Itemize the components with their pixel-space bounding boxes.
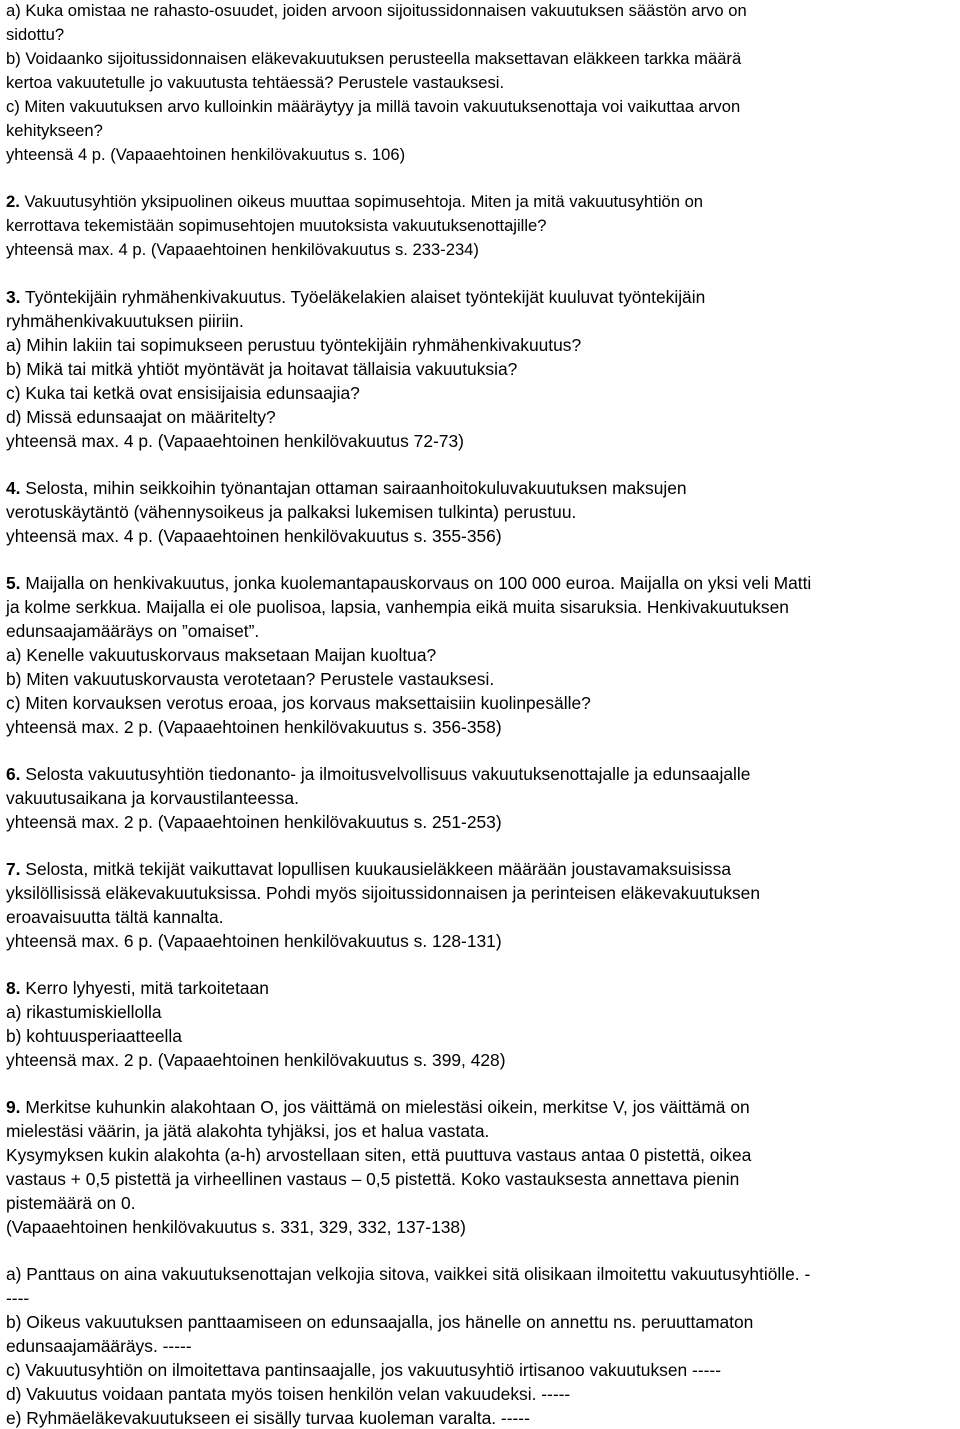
line-text: Vakuutusyhtiön yksipuolinen oikeus muuttaa sopimusehtoja. Miten ja mitä vakuutusyhtiön on	[19, 192, 704, 211]
text-line	[6, 1192, 136, 1214]
line-text: b) Miten vakuutuskorvausta verotetaan? Perustele vastauksesi.	[6, 669, 495, 689]
line-text: yhteensä max. 2 p. (Vapaaehtoinen henkilövakuutus s. 251-253)	[6, 812, 502, 832]
line-text: kertoa vakuutetulle jo vakuutusta tehtäessä? Perustele vastauksesi.	[6, 73, 505, 92]
text-line	[6, 1168, 739, 1190]
line-text: verotuskäytäntö (vähennysoikeus ja palkaksi lukemisen tulkinta) perustuu.	[6, 502, 577, 522]
question-number: 2.	[6, 192, 20, 211]
text-line	[6, 358, 517, 380]
line-text: yhteensä max. 4 p. (Vapaaehtoinen henkilövakuutus 72-73)	[6, 431, 464, 451]
line-text: eroavaisuutta tältä kannalta.	[6, 907, 224, 927]
text-line	[6, 501, 576, 523]
text-line	[6, 1383, 570, 1405]
line-text: kerrottava tekemistään sopimusehtojen muutoksista vakuutuksenottajille?	[6, 216, 547, 235]
line-text: b) Voidaanko sijoitussidonnaisen eläkevakuutuksen perusteella maksettavan eläkkeen tarkka määrä	[6, 49, 742, 68]
text-line	[6, 430, 464, 452]
text-line	[6, 1263, 810, 1285]
line-text: pistemäärä on 0.	[6, 1193, 136, 1213]
text-line	[6, 763, 750, 785]
line-text: ja kolme serkkua. Maijalla ei ole puolisoa, lapsia, vanhempia eikä muita sisaruksia. Henkivakuutuksen	[6, 597, 789, 617]
text-line	[6, 191, 703, 213]
text-line	[6, 930, 502, 952]
text-line	[6, 596, 789, 618]
text-line	[6, 1407, 530, 1429]
text-line	[6, 716, 502, 738]
text-line	[6, 1120, 489, 1142]
text-line	[6, 787, 299, 809]
line-text: kehitykseen?	[6, 121, 103, 140]
line-text: a) rikastumiskiellolla	[6, 1002, 162, 1022]
question-number: 4.	[6, 478, 21, 498]
line-text: ryhmähenkivakuutuksen piiriin.	[6, 311, 244, 331]
text-line	[6, 644, 436, 666]
line-text: (Vapaaehtoinen henkilövakuutus s. 331, 329, 332, 137-138)	[6, 1217, 466, 1237]
line-text: c) Kuka tai ketkä ovat ensisijaisia edunsaajia?	[6, 383, 360, 403]
line-text: c) Miten korvauksen verotus eroaa, jos korvaus maksettaisiin kuolinpesälle?	[6, 693, 591, 713]
text-line	[6, 0, 747, 22]
line-text: d) Vakuutus voidaan pantata myös toisen henkilön velan vakuudeksi. -----	[6, 1384, 571, 1404]
text-line	[6, 406, 276, 428]
line-text: ----	[6, 1288, 30, 1308]
line-text: Kerro lyhyesti, mitä tarkoitetaan	[20, 978, 269, 998]
line-text: a) Kenelle vakuutuskorvaus maksetaan Maijan kuoltua?	[6, 645, 437, 665]
text-line	[6, 48, 741, 70]
question-number: 9.	[6, 1097, 21, 1117]
line-text: e) Ryhmäeläkevakuutukseen ei sisälly turvaa kuoleman varalta. -----	[6, 1408, 530, 1428]
text-line	[6, 906, 224, 928]
line-text: vastaus + 0,5 pistettä ja virheellinen vastaus – 0,5 pistettä. Koko vastauksesta annettava pienin	[6, 1169, 740, 1189]
line-text: b) Mikä tai mitkä yhtiöt myöntävät ja hoitavat tällaisia vakuutuksia?	[6, 359, 518, 379]
text-line	[6, 1311, 753, 1333]
line-text: Kysymyksen kukin alakohta (a-h) arvostellaan siten, että puuttuva vastaus antaa 0 pistettä, oikea	[6, 1145, 752, 1165]
text-line	[6, 72, 504, 94]
question-number: 3.	[6, 287, 21, 307]
text-line	[6, 96, 740, 118]
line-text: a) Mihin lakiin tai sopimukseen perustuu työntekijäin ryhmähenkivakuutus?	[6, 335, 582, 355]
text-line	[6, 239, 479, 261]
text-line	[6, 1287, 29, 1309]
text-line	[6, 977, 269, 999]
line-text: yksilöllisissä eläkevakuutuksissa. Pohdi myös sijoitussidonnaisen ja perinteisen eläkevakuutuksen	[6, 883, 760, 903]
line-text: Työntekijäin ryhmähenkivakuutus. Työeläkelakien alaiset työntekijät kuuluvat työntekijäin	[20, 287, 706, 307]
line-text: b) kohtuusperiaatteella	[6, 1026, 182, 1046]
line-text: b) Oikeus vakuutuksen panttaamiseen on edunsaajalla, jos hänelle on annettu ns. peruuttamaton	[6, 1312, 754, 1332]
line-text: Selosta, mitkä tekijät vaikuttavat lopullisen kuukausieläkkeen määrään joustavamaksuisissa	[20, 859, 731, 879]
text-line	[6, 620, 259, 642]
text-line	[6, 1359, 721, 1381]
text-line	[6, 811, 502, 833]
question-number: 8.	[6, 978, 21, 998]
text-line	[6, 1049, 506, 1071]
line-text: Selosta vakuutusyhtiön tiedonanto- ja ilmoitusvelvollisuus vakuutuksenottajalle ja edunsaajalle	[20, 764, 751, 784]
text-line	[6, 525, 502, 547]
text-line	[6, 382, 360, 404]
text-line	[6, 1144, 751, 1166]
question-number: 6.	[6, 764, 21, 784]
line-text: yhteensä max. 2 p. (Vapaaehtoinen henkilövakuutus s. 356-358)	[6, 717, 502, 737]
question-number: 7.	[6, 859, 21, 879]
line-text: c) Vakuutusyhtiön on ilmoitettava pantinsaajalle, jos vakuutusyhtiö irtisanoo vakuutuksen -----	[6, 1360, 721, 1380]
text-line	[6, 668, 494, 690]
line-text: yhteensä max. 4 p. (Vapaaehtoinen henkilövakuutus s. 355-356)	[6, 526, 502, 546]
line-text: edunsaajamääräys on ”omaiset”.	[6, 621, 260, 641]
text-line	[6, 1216, 466, 1238]
text-line	[6, 1096, 750, 1118]
line-text: Merkitse kuhunkin alakohtaan O, jos väittämä on mielestäsi oikein, merkitse V, jos väittämä on	[20, 1097, 750, 1117]
text-line	[6, 144, 405, 166]
text-line	[6, 120, 103, 142]
text-line	[6, 1001, 162, 1023]
line-text: Selosta, mihin seikkoihin työnantajan ottaman sairaanhoitokuluvakuutuksen maksujen	[20, 478, 687, 498]
line-text: mielestäsi väärin, ja jätä alakohta tyhjäksi, jos et halua vastata.	[6, 1121, 490, 1141]
line-text: Maijalla on henkivakuutus, jonka kuolemantapauskorvaus on 100 000 euroa. Maijalla on yksi veli Matti	[20, 573, 812, 593]
text-line	[6, 215, 547, 237]
text-line	[6, 1025, 182, 1047]
text-line	[6, 882, 760, 904]
text-line	[6, 858, 731, 880]
line-text: a) Panttaus on aina vakuutuksenottajan velkojia sitova, vaikkei sitä olisikaan ilmoitettu vakuutusyhtiölle. -	[6, 1264, 811, 1284]
text-line	[6, 692, 591, 714]
line-text: sidottu?	[6, 25, 65, 44]
line-text: yhteensä max. 4 p. (Vapaaehtoinen henkilövakuutus s. 233-234)	[6, 240, 479, 259]
line-text: yhteensä 4 p. (Vapaaehtoinen henkilövakuutus s. 106)	[6, 145, 406, 164]
text-line	[6, 477, 687, 499]
line-text: vakuutusaikana ja korvaustilanteessa.	[6, 788, 299, 808]
text-line	[6, 286, 705, 308]
line-text: d) Missä edunsaajat on määritelty?	[6, 407, 276, 427]
line-text: edunsaajamääräys. -----	[6, 1336, 192, 1356]
line-text: yhteensä max. 2 p. (Vapaaehtoinen henkilövakuutus s. 399, 428)	[6, 1050, 506, 1070]
line-text: c) Miten vakuutuksen arvo kulloinkin määräytyy ja millä tavoin vakuutuksenottaja voi vaikuttaa arvon	[6, 97, 741, 116]
line-text: yhteensä max. 6 p. (Vapaaehtoinen henkilövakuutus s. 128-131)	[6, 931, 502, 951]
text-line	[6, 1335, 192, 1357]
text-line	[6, 310, 244, 332]
question-number: 5.	[6, 573, 21, 593]
line-text: a) Kuka omistaa ne rahasto-osuudet, joiden arvoon sijoitussidonnaisen vakuutuksen säästön arvo on	[6, 1, 747, 20]
text-line	[6, 572, 811, 594]
text-line	[6, 334, 581, 356]
text-line	[6, 24, 64, 46]
